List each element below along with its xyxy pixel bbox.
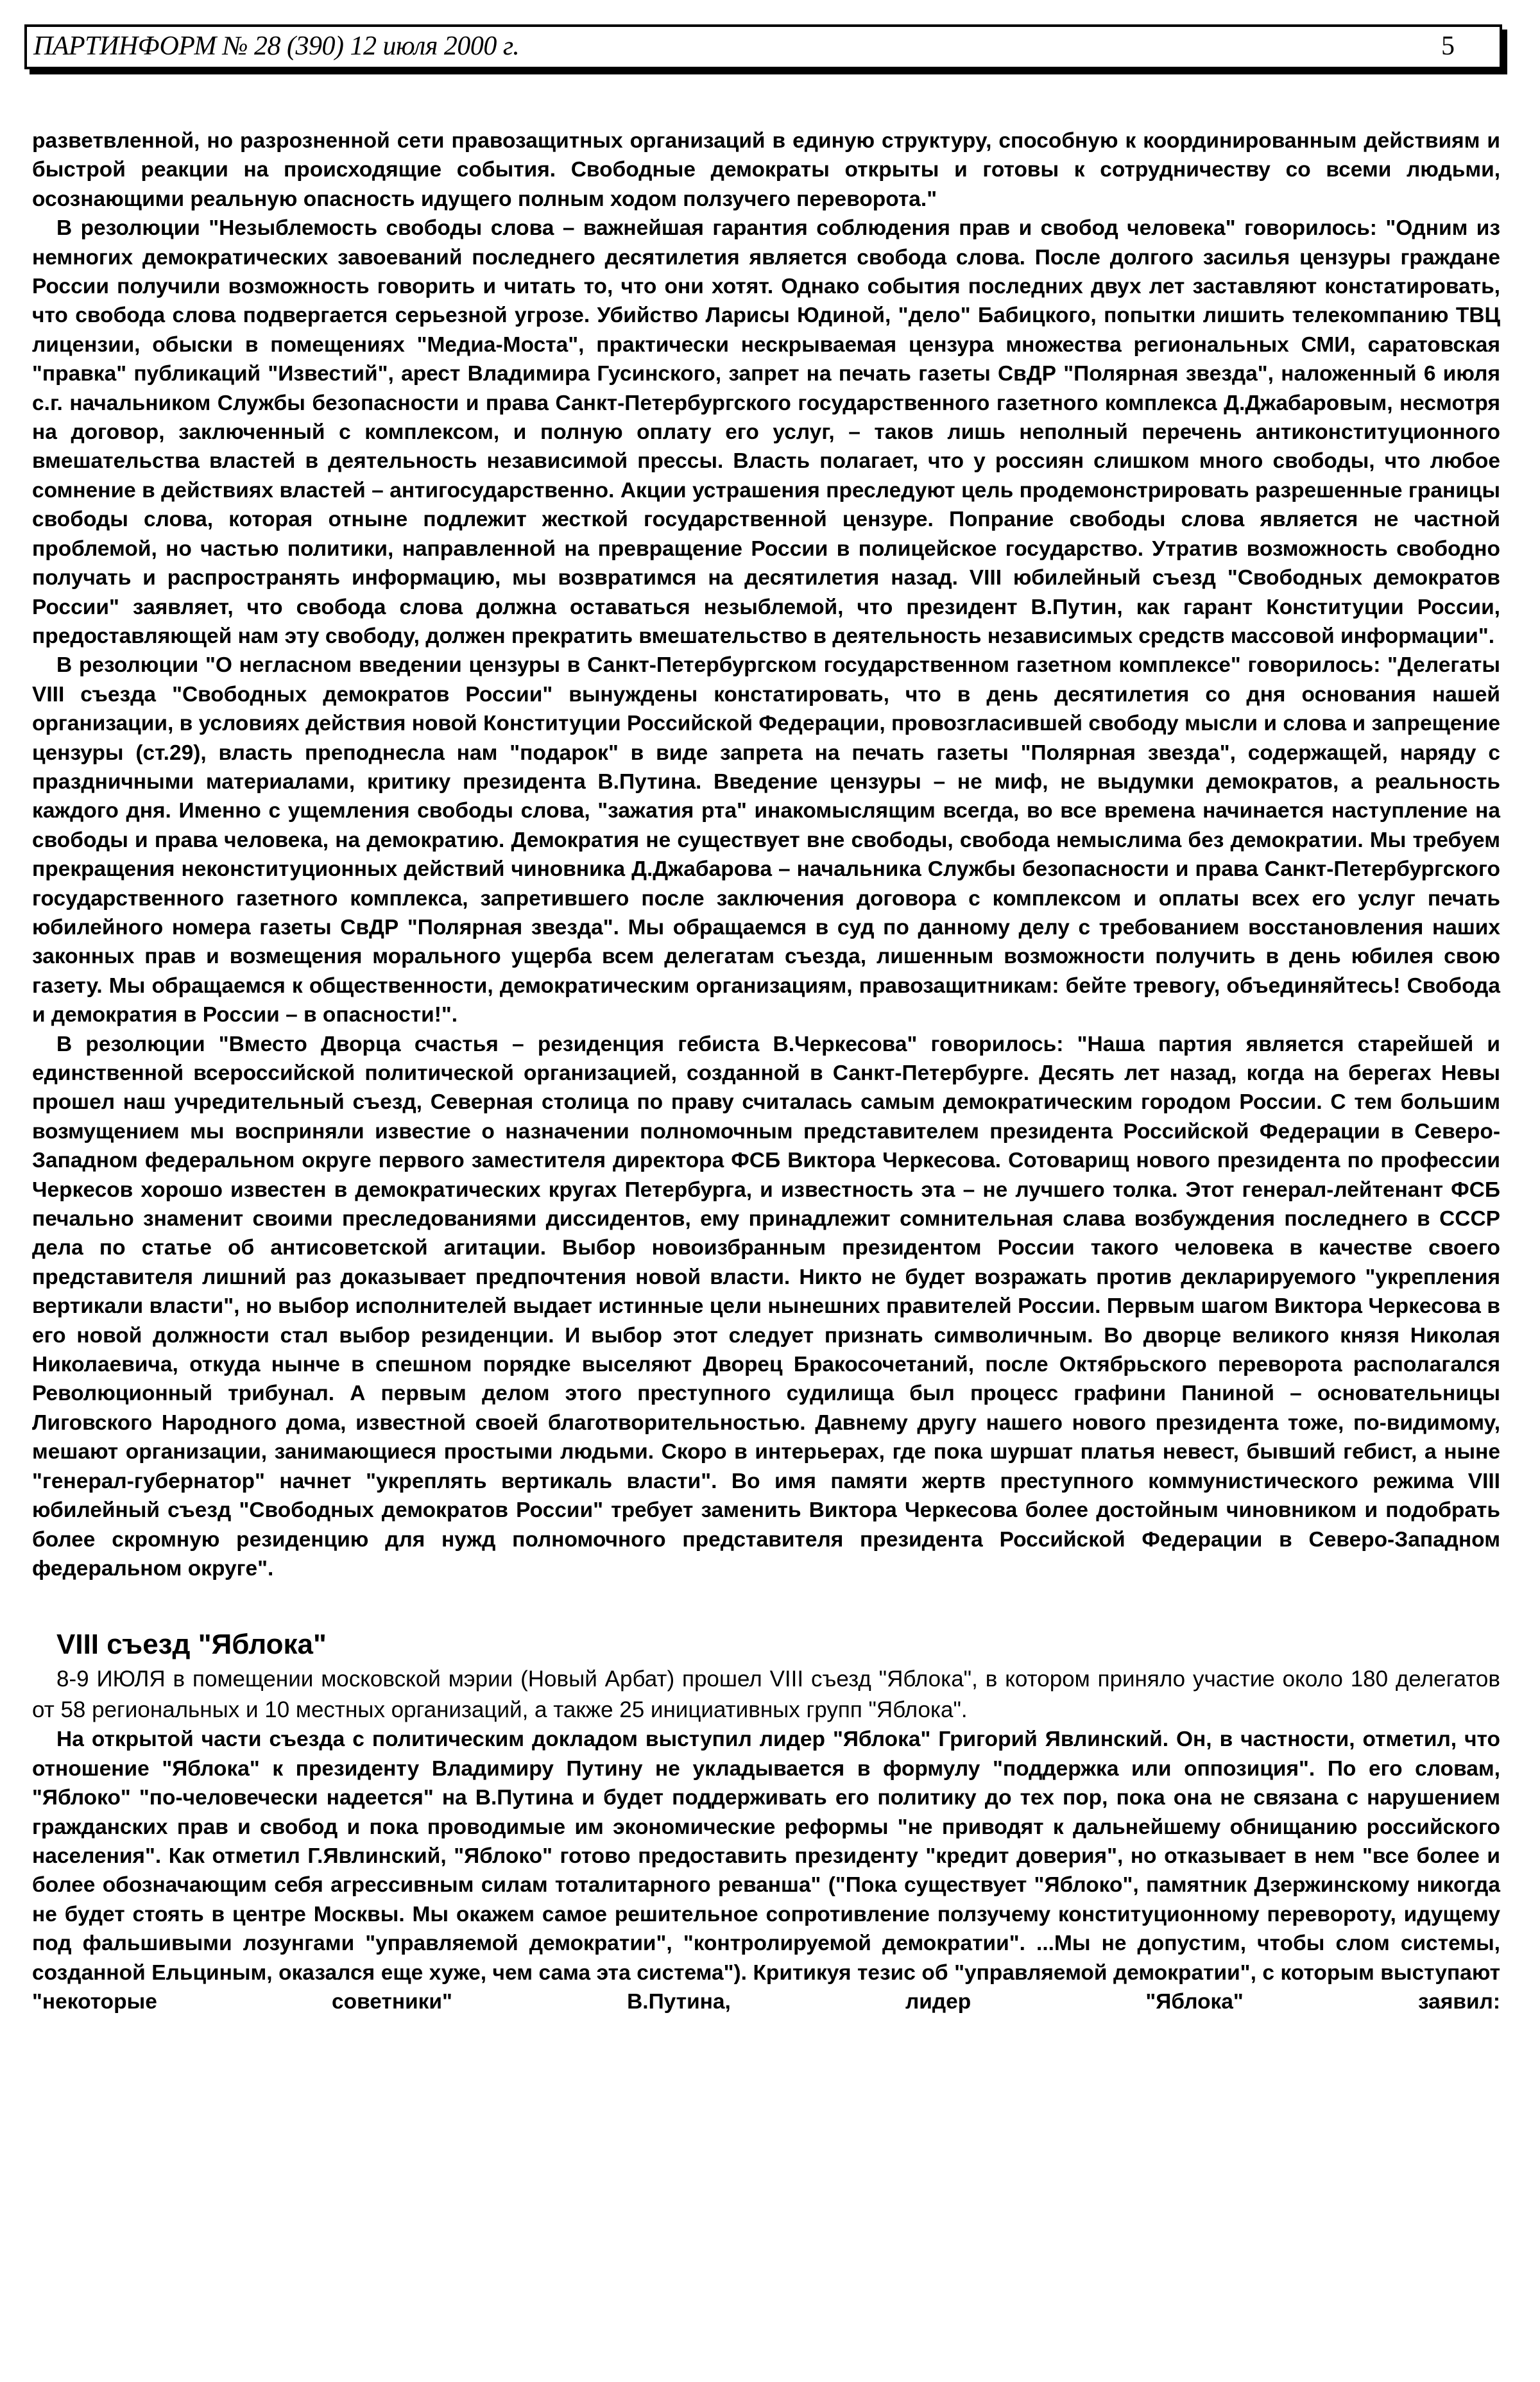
section-heading: VIII съезд "Яблока"	[56, 1629, 327, 1661]
publication-title: ПАРТИНФОРМ № 28 (390) 12 июля 2000 г.	[33, 31, 520, 61]
paragraph: разветвленной, но разрозненной сети правозащитных организаций в единую структуру, способную к координированным действиям и быстрой реакции на происходящие события. Свободные демократы открыты и готовы к сотрудничеству со всеми людьми, осознающими реальную опасность идущего полным ходом ползучего переворота."	[32, 129, 1500, 211]
page-header	[24, 24, 1502, 69]
page-number: 5	[1441, 31, 1455, 61]
section-body: На открытой части съезда с политическим докладом выступил лидер "Яблока" Григорий Явлинский. Он, в частности, отметил, что отношение "Яблока" к президенту Владимиру Путину не укладывается в формулу "поддержка или оппозиция". По его словам, "Яблоко" "по-человечески надеется" на В.Путина и будет поддерживать его политику до тех пор, пока она не связана с нарушением гражданских прав и свобод и пока проводимые им экономические реформы "не приводят к дальнейшему обнищанию российского населения". Как отметил Г.Явлинский, "Яблоко" готово предоставить президенту "кредит доверия", но отказывает в нем "все более и более обозначающим себя агрессивным силам тоталитарного реванша" ("Пока существует "Яблоко", памятник Дзержинскому никогда не будет стоять в центре Москвы. Мы окажем самое решительное сопротивление ползучему конституционному перевороту, идущему под фальшивыми лозунгами "управляемой демократии", "контролируемой демократии". ...Мы не допустим, чтобы слом системы, созданной Ельциным, оказался еще хуже, чем сама эта система"). Критикуя тезис об "управляемой демократии", с которым выступают "некоторые советники" В.Путина, лидер "Яблока" заявил:	[32, 1727, 1500, 2014]
article-body	[32, 126, 1500, 2016]
paragraph: В резолюции "Вместо Дворца счастья – резиденция гебиста В.Черкесова" говорилось: "Наша партия является старейшей и единственной всероссийской политической организацией, созданной в Санкт-Петербурге. Десять лет назад, когда на берегах Невы прошел наш учредительный съезд, Северная столица по праву считалась самым демократическим городом России. С тем большим возмущением мы восприняли известие о назначении полномочным представителем президента Российской Федерации в Северо-Западном федеральном округе первого заместителя директора ФСБ Виктора Черкесова. Сотоварищ нового президента по профессии Черкесов хорошо известен в демократических кругах Петербурга, и известность эта – не лучшего толка. Этот генерал-лейтенант ФСБ печально знаменит своими преследованиями диссидентов, ему принадлежит сомнительная слава возбуждения последнего в СССР дела по статье об антисоветской агитации. Выбор новоизбранным президентом России такого человека в качестве своего представителя лишний раз доказывает предпочтения новой власти. Никто не будет возражать против декларируемого "укрепления вертикали власти", но выбор исполнителей выдает истинные цели нынешних правителей России. Первым шагом Виктора Черкесова в его новой должности стал выбор резиденции. И выбор этот следует признать символичным. Во дворце великого князя Николая Николаевича, откуда нынче в спешном порядке выселяют Дворец Бракосочетаний, после Октябрьского переворота располагался Революционный трибунал. А первым делом этого преступного судилища был процесс графини Паниной – основательницы Лиговского Народного дома, известной своей благотворительностью. Давнему другу нашего нового президента тоже, по-видимому, мешают организации, занимающиеся простыми людьми. Скоро в интерьерах, где пока шуршат платья невест, бывший гебист, а ныне "генерал-губернатор" начнет "укреплять вертикаль власти". Во имя памяти жертв преступного коммунистического режима VIII юбилейный съезд "Свободных демократов России" требует заменить Виктора Черкесова более достойным чиновником и подобрать более скромную резиденцию для нужд полномочного представителя президента Российской Федерации в Северо-Западном федеральном округе".	[32, 1032, 1500, 1581]
paragraph: В резолюции "Незыблемость свободы слова – важнейшая гарантия соблюдения прав и свобод человека" говорилось: "Одним из немногих демократических завоеваний последнего десятилетия является свобода слова. После долгого засилья цензуры граждане России получили возможность говорить и читать то, что они хотят. Однако события последних двух лет заставляют констатировать, что свобода слова подвергается серьезной угрозе. Убийство Ларисы Юдиной, "дело" Бабицкого, попытки лишить телекомпанию ТВЦ лицензии, обыски в помещениях "Медиа-Моста", практически нескрываемая цензура множества региональных СМИ, саратовская "правка" публикаций "Известий", арест Владимира Гусинского, запрет на печать газеты СвДР "Полярная звезда", наложенный 6 июля с.г. начальником Службы безопасности и права Санкт-Петербургского государственного газетного комплекса Д.Джабаровым, несмотря на договор, заключенный с комплексом, и полную оплату его услуг, – таков лишь неполный перечень антиконституционного вмешательства властей в деятельность независимой прессы. Власть полагает, что у россиян слишком много свободы, что любое сомнение в действиях властей – антигосударственно. Акции устрашения преследуют цель продемонстрировать разрешенные границы свободы слова, которая отныне подлежит жесткой государственной цензуре. Попрание свободы слова является не частной проблемой, но частью политики, направленной на превращение России в полицейское государство. Утратив возможность свободно получать и распространять информацию, мы возвратимся на десятилетия назад. VIII юбилейный съезд "Свободных демократов России" заявляет, что свобода слова должна оставаться незыблемой, что президент В.Путин, как гарант Конституции России, предоставляющей нам эту свободу, должен прекратить вмешательство в деятельность независимых средств массовой информации".	[32, 216, 1500, 648]
paragraph: В резолюции "О негласном введении цензуры в Санкт-Петербургском государственном газетном комплексе" говорилось: "Делегаты VIII съезда "Свободных демократов России" вынуждены констатировать, что в день десятилетия со дня основания нашей организации, в условиях действия новой Конституции Российской Федерации, провозгласившей свободу мысли и слова и запрещение цензуры (ст.29), власть преподнесла нам "подарок" в виде запрета на печать газеты "Полярная звезда", содержащей, наряду с праздничными материалами, критику президента В.Путина. Введение цензуры – не миф, не выдумки демократов, а реальность каждого дня. Именно с ущемления свободы слова, "зажатия рта" инакомыслящим всегда, во все времена начинается наступление на свободы и права человека, на демократию. Демократия не существует вне свободы, свобода немыслима без демократии. Мы требуем прекращения неконституционных действий чиновника Д.Джабарова – начальника Службы безопасности и права Санкт-Петербургского государственного газетного комплекса, запретившего после заключения договора с комплексом и оплаты всех его услуг печать юбилейного номера газеты СвДР "Полярная звезда". Мы обращаемся в суд по данному делу с требованием восстановления наших законных прав и возмещения морального ущерба всем делегатам съезда, лишенным возможности получить в день юбилея свою газету. Мы обращаемся к общественности, демократическим организациям, правозащитникам: бейте тревогу, объединяйтесь! Свобода и демократия в России – в опасности!".	[32, 653, 1500, 1027]
section-lead: 8-9 ИЮЛЯ в помещении московской мэрии (Новый Арбат) прошел VIII съезд "Яблока", в котором приняло участие около 180 делегатов от 58 региональных и 10 местных организаций, а также 25 инициативных групп "Яблока".	[32, 1667, 1500, 1722]
